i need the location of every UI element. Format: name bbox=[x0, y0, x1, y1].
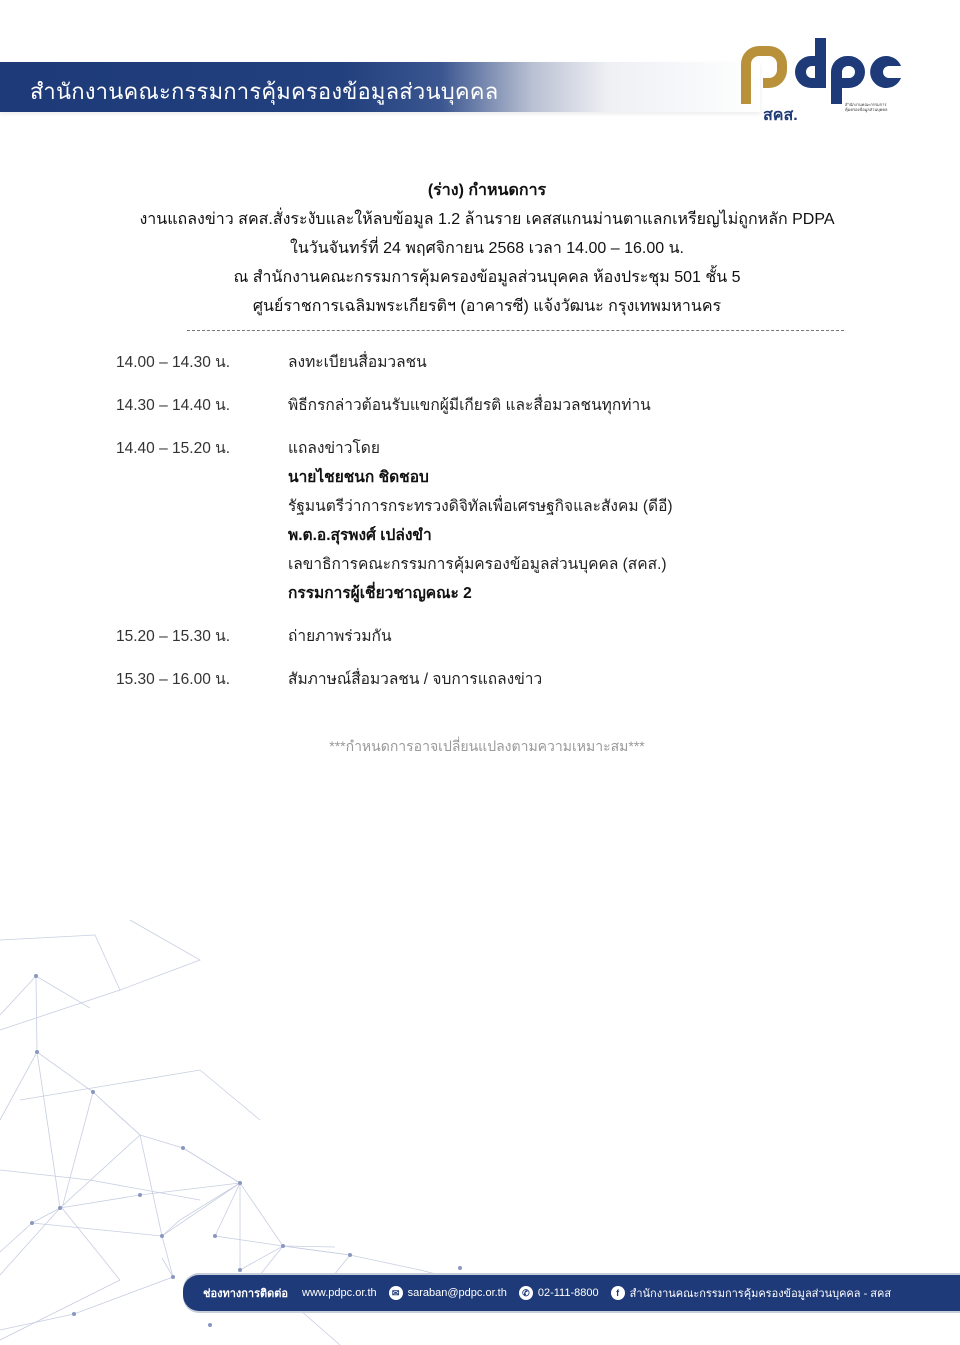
agenda-time: 15.20 – 15.30 น. bbox=[116, 628, 231, 645]
agenda-list bbox=[116, 348, 876, 708]
event-date: ในวันจันทร์ที่ 24 พฤศจิกายน 2568 เวลา 14.00 – 16.00 น. bbox=[290, 240, 684, 257]
speaker-name: นายไชยชนก ชิดชอบ bbox=[288, 469, 429, 486]
speaker-name: กรรมการผู้เชี่ยวชาญคณะ 2 bbox=[288, 585, 472, 602]
facebook-link[interactable]: f สำนักงานคณะกรรมการคุ้มครองข้อมูลส่วนบุคคล - สคส bbox=[611, 1284, 891, 1302]
agenda-item: สัมภาษณ์สื่อมวลชน / จบการแถลงข่าว bbox=[288, 671, 543, 688]
contact-label: ช่องทางการติดต่อ bbox=[203, 1288, 289, 1300]
website-link[interactable]: www.pdpc.or.th bbox=[302, 1287, 377, 1299]
agenda-item: ลงทะเบียนสื่อมวลชน bbox=[288, 354, 427, 371]
event-venue: ณ สำนักงานคณะกรรมการคุ้มครองข้อมูลส่วนบุคคล ห้องประชุม 501 ชั้น 5 bbox=[233, 269, 741, 286]
agenda-title-block bbox=[0, 176, 960, 321]
agenda-time: 14.30 – 14.40 น. bbox=[116, 397, 231, 414]
agenda-item: พิธีกรกล่าวต้อนรับแขกผู้มีเกียรติ และสื่อมวลชนทุกท่าน bbox=[288, 397, 651, 414]
agenda-row bbox=[116, 665, 876, 694]
event-address: ศูนย์ราชการเฉลิมพระเกียรติฯ (อาคารซี) แจ้งวัฒนะ กรุงเทพมหานคร bbox=[252, 298, 722, 315]
change-note: ***กำหนดการอาจเปลี่ยนแปลงตามความเหมาะสม*** bbox=[329, 738, 645, 754]
agenda-time: 14.00 – 14.30 น. bbox=[116, 354, 231, 371]
agenda-time: 15.30 – 16.00 น. bbox=[116, 671, 231, 688]
email-icon: ✉ bbox=[389, 1286, 403, 1300]
doc-title: (ร่าง) กำหนดการ bbox=[427, 182, 547, 199]
phone-icon: ✆ bbox=[519, 1286, 533, 1300]
logo-subtitle: สำนักงานคณะกรรมการ คุ้มครองข้อมูลส่วนบุคคล bbox=[845, 102, 888, 112]
dashed-divider bbox=[187, 330, 844, 331]
event-name: งานแถลงข่าว สคส.สั่งระงับและให้ลบข้อมูล 1.2 ล้านราย เคสสแกนม่านตาแลกเหรียญไม่ถูกหลัก PDPA bbox=[139, 211, 835, 228]
agenda-row bbox=[116, 391, 876, 420]
speaker-role: รัฐมนตรีว่าการกระทรวงดิจิทัลเพื่อเศรษฐกิจและสังคม (ดีอี) bbox=[288, 498, 673, 515]
agenda-row bbox=[116, 434, 876, 608]
agenda-row bbox=[116, 348, 876, 377]
agenda-item: แถลงข่าวโดย bbox=[288, 440, 380, 457]
contact-footer bbox=[183, 1275, 960, 1311]
agenda-row bbox=[116, 622, 876, 651]
agenda-item: ถ่ายภาพร่วมกัน bbox=[288, 628, 392, 645]
speaker-name: พ.ต.อ.สุรพงศ์ เปล่งขำ bbox=[288, 527, 432, 544]
logo-abbr: สคส. bbox=[763, 107, 798, 124]
facebook-icon: f bbox=[611, 1286, 625, 1300]
phone-link[interactable]: ✆ 02-111-8800 bbox=[519, 1286, 599, 1300]
agenda-time: 14.40 – 15.20 น. bbox=[116, 440, 231, 457]
speaker-role: เลขาธิการคณะกรรมการคุ้มครองข้อมูลส่วนบุคคล (สคส.) bbox=[288, 556, 667, 573]
banner-title: สำนักงานคณะกรรมการคุ้มครองข้อมูลส่วนบุคคล bbox=[30, 79, 499, 104]
header-banner bbox=[0, 62, 760, 112]
email-link[interactable]: ✉ saraban@pdpc.or.th bbox=[389, 1286, 507, 1300]
